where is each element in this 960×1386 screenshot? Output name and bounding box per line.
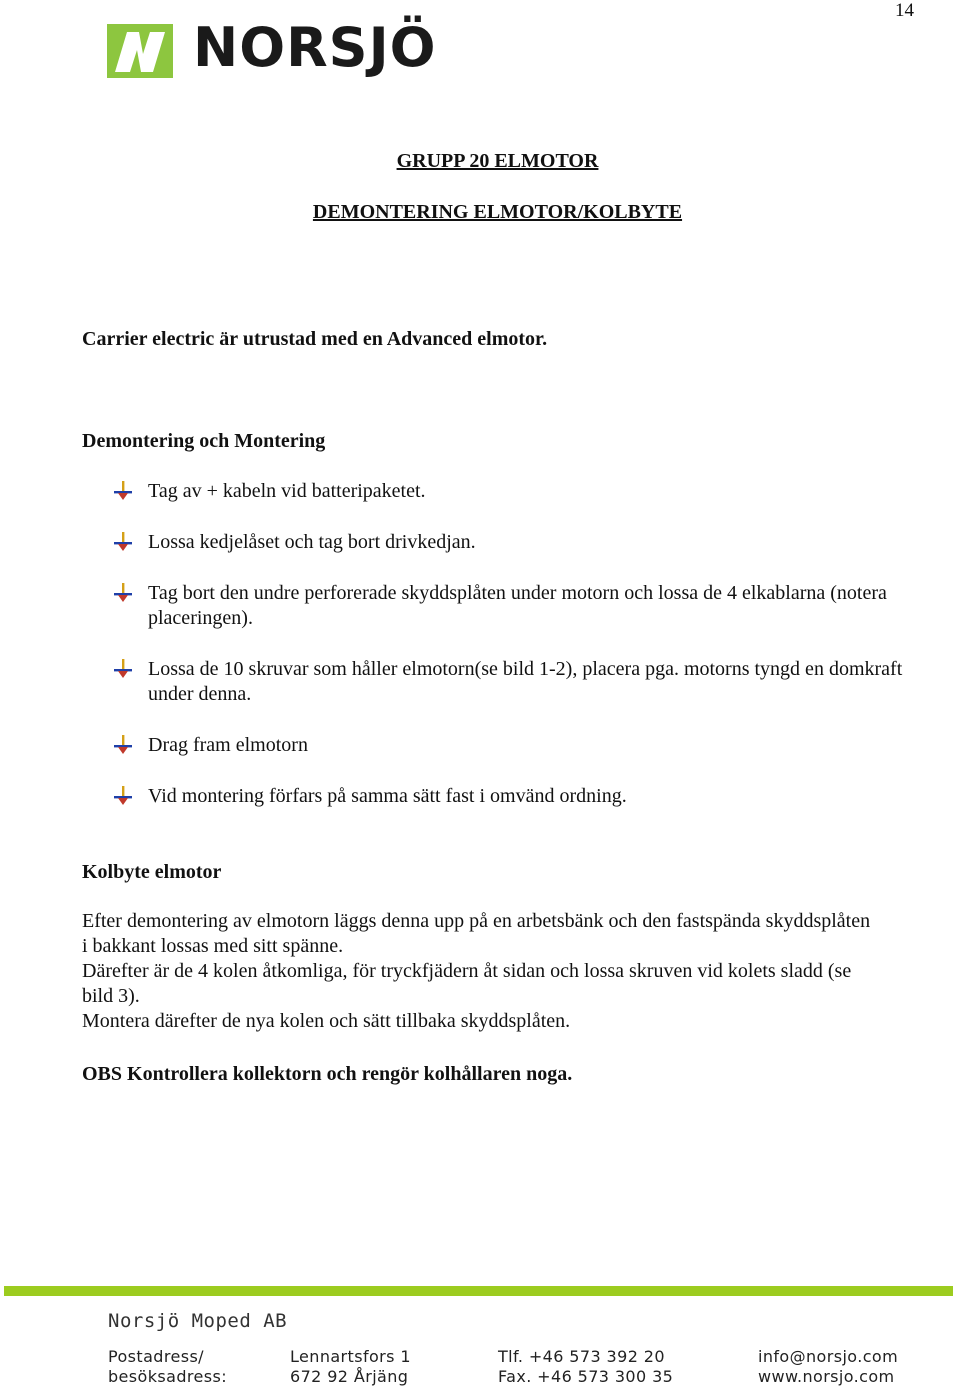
body-paragraph: Efter demontering av elmotorn läggs denna upp på en arbetsbänk och den fastspända skyddsplåten i bakkant lossas med sitt spänne. (82, 910, 871, 957)
list-item (113, 479, 908, 504)
list-item-text: Tag bort den undre perforerade skyddsplåten under motorn och lossa de 4 elkablarna (notera placeringen). (148, 582, 887, 629)
list-item (113, 733, 908, 758)
body-paragraph: Därefter är de 4 kolen åtkomliga, för tryckfjädern åt sidan och lossa skruven vid kolets sladd (se bild 3). (82, 960, 852, 1007)
arrow-down-icon (113, 481, 133, 501)
arrow-down-icon (113, 659, 133, 679)
list-item (113, 530, 908, 555)
footer-company-name: Norsjö Moped AB (108, 1310, 288, 1332)
list-item (113, 581, 908, 631)
footer-postal: 672 92 Årjäng (290, 1367, 409, 1386)
arrow-down-icon (113, 786, 133, 806)
footer-phone: Tlf. +46 573 392 20 (498, 1347, 665, 1366)
footer-website-link[interactable]: www.norsjo.com (758, 1367, 895, 1386)
footer-address-label: Postadress/ (108, 1347, 204, 1366)
arrow-down-icon (113, 735, 133, 755)
list-item-text: Lossa de 10 skruvar som håller elmotorn(se bild 1-2), placera pga. motorns tyngd en domkraft under denna. (148, 658, 903, 705)
list-item-text: Vid montering förfars på samma sätt fast i omvänd ordning. (148, 785, 627, 807)
logo-brand-name: NORSJÖ (193, 16, 437, 79)
footer-email-link[interactable]: info@norsjo.com (758, 1347, 899, 1366)
intro-text: Carrier electric är utrustad med en Advanced elmotor. (82, 328, 548, 350)
section-heading-demontering: Demontering och Montering (82, 430, 326, 452)
footer-address-label: besöksadress: (108, 1367, 228, 1386)
obs-note: OBS Kontrollera kollektorn och rengör kolhållaren noga. (82, 1063, 573, 1085)
body-paragraph: Montera därefter de nya kolen och sätt tillbaka skyddsplåten. (82, 1010, 571, 1032)
document-subtitle: DEMONTERING ELMOTOR/KOLBYTE (312, 201, 683, 223)
arrow-down-icon (113, 583, 133, 603)
page-number: 14 (895, 0, 914, 21)
document-title: GRUPP 20 ELMOTOR (396, 150, 599, 172)
arrow-down-icon (113, 532, 133, 552)
footer-divider (4, 1286, 953, 1296)
section-heading-kolbyte: Kolbyte elmotor (82, 861, 222, 883)
footer-street: Lennartsfors 1 (290, 1347, 411, 1366)
list-item-text: Lossa kedjelåset och tag bort drivkedjan. (148, 531, 476, 553)
logo-mark-icon (107, 24, 173, 78)
list-item (113, 657, 908, 707)
kolbyte-body (82, 909, 872, 1034)
list-item (113, 784, 908, 809)
list-item-text: Tag av + kabeln vid batteripaketet. (148, 480, 426, 502)
footer-fax: Fax. +46 573 300 35 (498, 1367, 674, 1386)
list-item-text: Drag fram elmotorn (148, 734, 308, 756)
